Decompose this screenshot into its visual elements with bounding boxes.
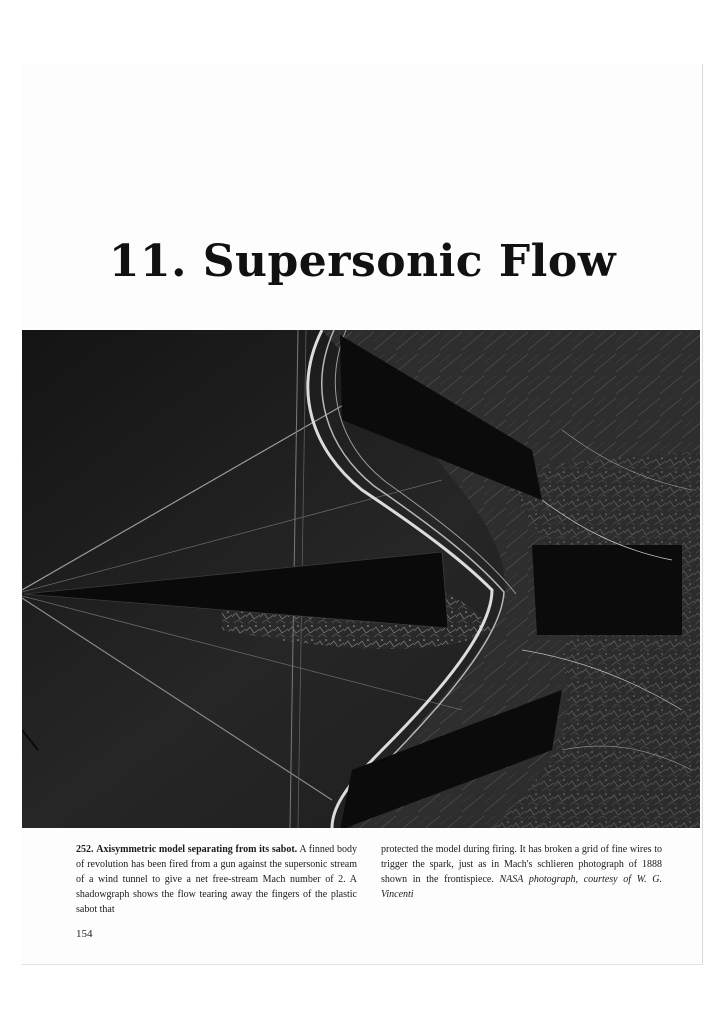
figure-caption-body: A finned body of revolution has been fired from a gun against the supersonic stream of a wind tunnel to give a net free-stream Mach number of 2. A shadowgraph shows the flow tearing away the fingers of the plastic sabot that [76, 844, 358, 915]
page-number: 154 [76, 928, 93, 940]
figure-caption-left [76, 842, 357, 917]
figure-number: 252. [76, 844, 94, 855]
photo-credit: NASA photograph, courtesy of W. G. Vincenti [381, 874, 663, 900]
figure-caption-right [381, 842, 662, 902]
figure-caption-continued: protected the model during firing. It has broken a grid of fine wires to trigger the spark, just as in Mach's schlieren photograph of 1888 shown in the frontispiece. [381, 844, 662, 885]
figure-caption-lead: Axisymmetric model separating from its sabot. [96, 844, 298, 855]
shadowgraph-photo [22, 330, 700, 828]
chapter-title: 11. Supersonic Flow [108, 236, 617, 287]
